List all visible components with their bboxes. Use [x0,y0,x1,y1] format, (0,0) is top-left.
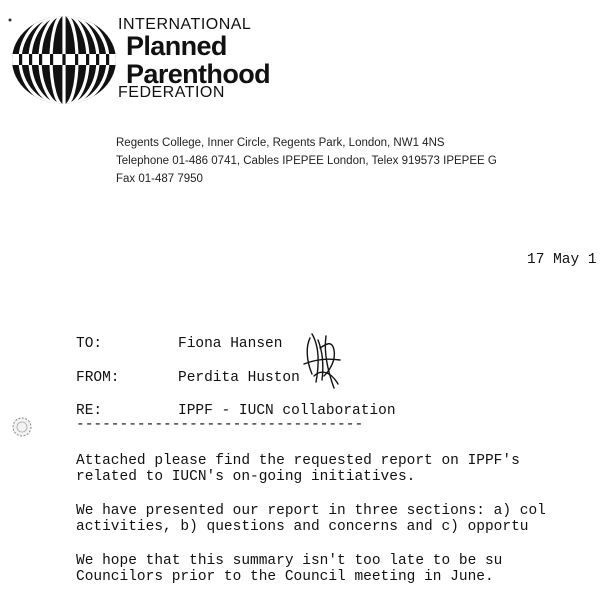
org-name-line-planned: Planned [126,31,227,61]
org-name-line-federation: FEDERATION [118,84,225,101]
fax-line: Fax 01-487 7950 [116,173,203,185]
paragraph-line: related to IUCN's on-going initiatives. [76,469,416,485]
handwritten-initials-signature [300,330,346,392]
header-divider: --------------------------------- [76,417,364,433]
body-paragraph-3 [76,553,502,585]
org-name-line-international: INTERNATIONAL [118,16,252,33]
address-line: Regents College, Inner Circle, Regents Park, London, NW1 4NS [116,137,445,149]
re-label: RE: [76,403,103,419]
address-block [116,134,497,188]
memo-date: 17 May 1 [527,252,597,268]
org-name-line-parenthood: Parenthood [126,59,271,89]
paragraph-line: We have presented our report in three sections: a) col [76,503,546,519]
paragraph-line: Attached please find the requested report on IPPF's [76,453,520,469]
to-value: Fiona Hansen [178,336,283,352]
punch-hole-mark [11,416,33,438]
paragraph-line: We hope that this summary isn't too late to be su [76,553,503,569]
contact-line: Telephone 01-486 0741, Cables IPEPEE London, Telex 919573 IPEPEE G [116,155,497,167]
re-value: IPPF - IUCN collaboration [178,403,396,419]
paragraph-line: activities, b) questions and concerns and c) opportu [76,519,529,535]
body-paragraph-2 [76,503,546,535]
to-label: TO: [76,336,103,352]
body-paragraph-1 [76,453,520,485]
paragraph-line: Councilors prior to the Council meeting in June. [76,569,494,585]
from-label: FROM: [76,370,120,386]
from-value: Perdita Huston [178,370,300,386]
ink-speck [8,18,12,22]
ippf-globe-logo [10,14,118,106]
